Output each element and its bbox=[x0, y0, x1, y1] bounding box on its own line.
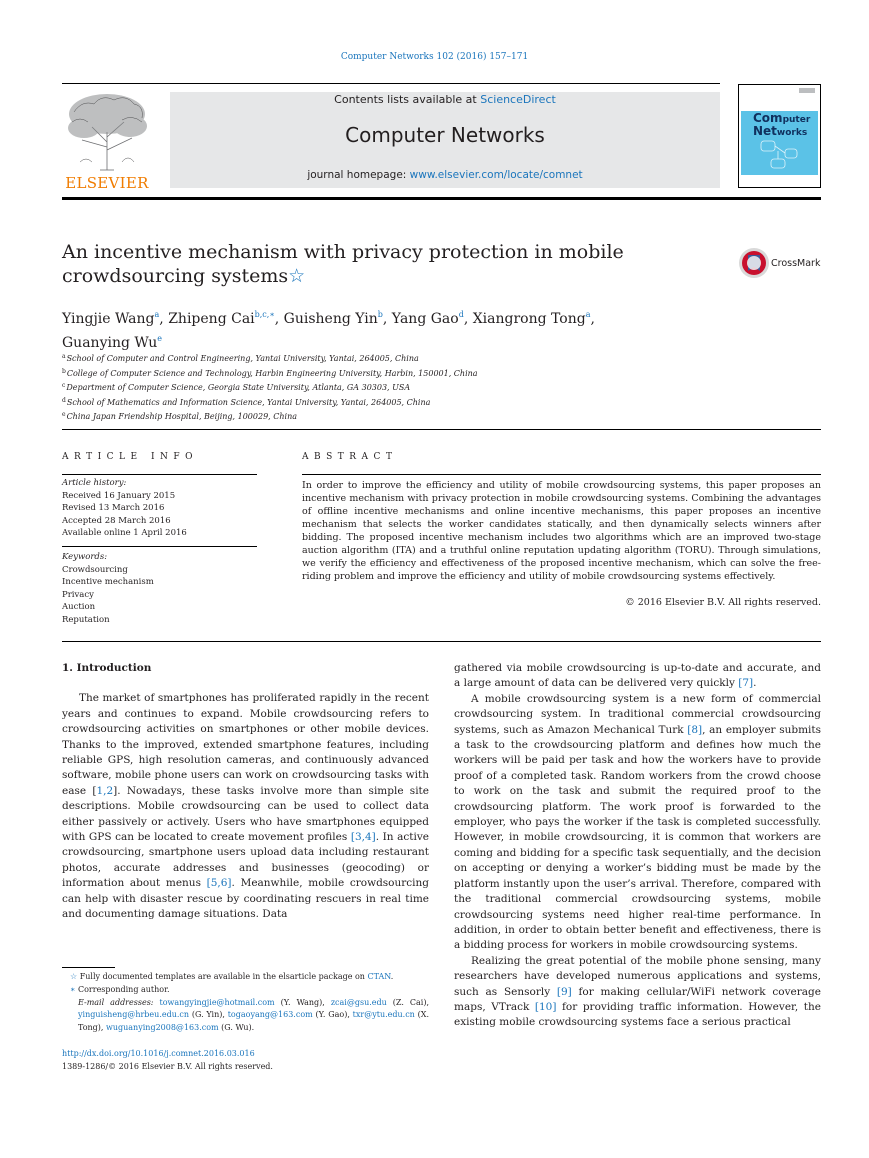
article-title bbox=[62, 240, 662, 288]
contents-prefix: Contents lists available at bbox=[334, 93, 481, 106]
paragraph-text: A mobile crowdsourcing system is a new form of commercial crowdsourcing system. In traditional commercial crowdsourcing systems, such as Amazon Mechanical Turk bbox=[454, 692, 821, 736]
keyword: Incentive mechanism bbox=[62, 577, 154, 587]
intro-paragraph-2 bbox=[454, 692, 821, 954]
keyword: Privacy bbox=[62, 589, 94, 600]
abstract-rule bbox=[302, 474, 821, 475]
author-name: Xiangrong Tong bbox=[472, 311, 586, 327]
author bbox=[284, 311, 392, 327]
body-column-left bbox=[62, 661, 429, 923]
history-received: Received 16 January 2015 bbox=[62, 490, 176, 501]
email-link[interactable]: txr@ytu.edu.cn bbox=[352, 1010, 415, 1020]
affiliation-text: School of Mathematics and Information Science, Yantai University, Yantai, 264005, China bbox=[66, 397, 431, 407]
affiliation-text: College of Computer Science and Technology, Harbin Engineering University, Harbin, 150001, China bbox=[66, 368, 478, 378]
journal-cover-thumbnail[interactable] bbox=[738, 84, 821, 188]
footnotes bbox=[62, 971, 429, 1035]
email-link[interactable]: towangyingjie@hotmail.com bbox=[159, 997, 275, 1007]
footnote-rule bbox=[62, 967, 115, 968]
author-affiliation-mark[interactable]: b bbox=[377, 310, 383, 319]
history-heading: Article history: bbox=[62, 478, 127, 488]
paragraph-text: for providing traffic information. However, the existing mobile crowdsourcing systems face a serious practical bbox=[454, 1000, 821, 1029]
author-affiliation-mark[interactable]: a bbox=[154, 310, 160, 319]
author-name: Zhipeng Cai bbox=[168, 311, 255, 327]
paragraph-text: . In active crowdsourcing, smartphone users upload data including restaurant photos, accurate addresses and businesses (geocoding) or information about menus bbox=[62, 831, 429, 890]
elsevier-wordmark: ELSEVIER bbox=[65, 174, 149, 192]
issn-line: 1389-1286/© 2016 Elsevier B.V. All rights reserved. bbox=[62, 1061, 273, 1071]
article-history bbox=[62, 477, 262, 540]
front-matter-rule bbox=[62, 429, 821, 430]
intro-paragraph-1-cont bbox=[454, 661, 821, 692]
keyword: Auction bbox=[62, 602, 96, 612]
ctan-link[interactable]: CTAN bbox=[367, 972, 391, 981]
article-title-text: An incentive mechanism with privacy protection in mobile crowdsourcing systems bbox=[62, 241, 624, 287]
author-affiliation-mark[interactable]: e bbox=[157, 334, 162, 343]
doi-link[interactable]: http://dx.doi.org/10.1016/j.comnet.2016.03.016 bbox=[62, 1049, 255, 1058]
citation-link[interactable]: [9] bbox=[556, 985, 572, 998]
top-rule bbox=[62, 83, 720, 84]
citation-link[interactable]: [8] bbox=[687, 723, 703, 736]
author bbox=[62, 335, 162, 351]
affiliation-mark: e bbox=[62, 411, 66, 418]
author-separator: , bbox=[382, 311, 392, 327]
footnote-mark: ☆ bbox=[70, 972, 78, 981]
paragraph-text: , an employer submits a task to the crowdsourcing platform and defines how much the workers will be paid per task and how the workers have to provide proof of a completed task. Random workers from the crowd choose to work on the task and submit the required proof to the crowdsourcing platform. The work proof is forwarded to the employer, who pays the worker if the task is completed successfully. However, in mobile crowdsourcing, it is common that workers are coming and bidding for a specific task sequentially, and the decision on accepting or denying a worker’s bidding must be made by the platform instantly upon the user’s arrival. Therefore, compared with the traditional commercial crowdsourcing systems, mobile crowdsourcing systems need higher real-time performance. In addition, in order to obtain better benefit and effectiveness, there is a bidding process for workers in mobile crowdsourcing systems. bbox=[454, 723, 822, 952]
keywords-rule bbox=[62, 546, 257, 547]
history-accepted: Accepted 28 March 2016 bbox=[62, 515, 171, 526]
author bbox=[168, 311, 283, 327]
paragraph-text: for making cellular/WiFi network coverage maps, VTrack bbox=[454, 985, 821, 1013]
doi-block bbox=[62, 1048, 273, 1073]
keyword: Reputation bbox=[62, 614, 110, 625]
elsevier-logo bbox=[62, 92, 152, 190]
history-revised: Revised 13 March 2016 bbox=[62, 503, 165, 513]
journal-reference-link[interactable]: Computer Networks 102 (2016) 157–171 bbox=[340, 52, 529, 62]
affiliation-mark: c bbox=[62, 382, 66, 389]
citation-link[interactable]: [5,6] bbox=[206, 877, 232, 890]
paragraph-text: . Meanwhile, mobile crowdsourcing can help with disaster rescue by coordinating rescuers in real time and documenting damage situations. Data bbox=[62, 877, 430, 921]
sciencedirect-link[interactable]: ScienceDirect bbox=[480, 93, 556, 106]
author-affiliation-mark[interactable]: a bbox=[585, 310, 591, 319]
homepage-line bbox=[170, 169, 720, 181]
email-owner: (Y. Gao), bbox=[312, 1010, 353, 1020]
cover-title-part: Com bbox=[753, 111, 783, 125]
email-owner: (G. Yin), bbox=[189, 1010, 228, 1020]
abstract-copyright: © 2016 Elsevier B.V. All rights reserved. bbox=[625, 597, 821, 608]
footnote-text: Fully documented templates are available in the elsarticle package on bbox=[79, 972, 368, 981]
crossmark-badge[interactable] bbox=[738, 247, 822, 279]
citation-link[interactable]: [7] bbox=[738, 677, 754, 690]
citation-link[interactable]: 1,2 bbox=[96, 784, 114, 797]
email-owner: (G. Wu). bbox=[218, 1023, 255, 1033]
affiliation bbox=[62, 380, 762, 395]
journal-title: Computer Networks bbox=[345, 123, 545, 147]
intro-paragraph-3 bbox=[454, 954, 821, 1031]
author-affiliation-mark[interactable]: b,c,∗ bbox=[254, 310, 275, 319]
affiliation bbox=[62, 351, 762, 366]
section-title-introduction: 1. Introduction bbox=[62, 662, 152, 674]
keywords bbox=[62, 551, 262, 626]
masthead-rule bbox=[62, 197, 821, 200]
author-affiliation-mark[interactable]: d bbox=[458, 310, 464, 319]
email-heading: E-mail addresses: bbox=[78, 997, 160, 1007]
cover-title bbox=[753, 113, 810, 139]
author bbox=[392, 311, 473, 327]
history-online: Available online 1 April 2016 bbox=[62, 528, 187, 538]
author-separator: , bbox=[159, 311, 169, 327]
body-rule bbox=[62, 641, 821, 642]
email-link[interactable]: yinguisheng@hrbeu.edu.cn bbox=[78, 1010, 190, 1020]
footnote-mark: ∗ bbox=[70, 984, 76, 994]
footnote-corresponding bbox=[62, 984, 429, 997]
author-name: Yang Gao bbox=[391, 311, 459, 327]
homepage-prefix: journal homepage: bbox=[307, 169, 410, 181]
paragraph-text: Realizing the great potential of the mobile phone sensing, many researchers have developed numerous applications and systems, such as Sensorly bbox=[454, 954, 821, 998]
author bbox=[62, 311, 168, 327]
citation-link[interactable]: [10] bbox=[534, 1000, 557, 1013]
affiliation bbox=[62, 409, 762, 424]
journal-homepage-link[interactable]: www.elsevier.com/locate/comnet bbox=[409, 169, 583, 181]
citation-link[interactable]: [3,4] bbox=[350, 831, 376, 844]
body-column-right bbox=[454, 661, 821, 1031]
footnote-text: Corresponding author. bbox=[77, 984, 170, 994]
affiliation-list bbox=[62, 351, 762, 424]
affiliation bbox=[62, 366, 762, 381]
author bbox=[473, 311, 595, 327]
journal-masthead bbox=[170, 92, 720, 188]
affiliation-mark: a bbox=[62, 353, 66, 360]
author-separator: , bbox=[274, 311, 284, 327]
cover-title-part: Net bbox=[753, 124, 777, 138]
affiliation-text: Department of Computer Science, Georgia State University, Atlanta, GA 30303, USA bbox=[66, 383, 411, 392]
email-owner: (X. Tong), bbox=[78, 1010, 429, 1033]
author-separator: , bbox=[590, 311, 595, 327]
author-name: Yingjie Wang bbox=[62, 311, 155, 327]
affiliation-mark: d bbox=[62, 396, 66, 404]
keywords-heading: Keywords: bbox=[62, 552, 108, 562]
author-separator: , bbox=[463, 311, 473, 327]
author-list bbox=[62, 305, 662, 353]
footnote-templates: ☆ Fully documented templates are available in the elsarticle package on CTAN. bbox=[70, 972, 394, 981]
elsevier-tree-icon bbox=[62, 92, 152, 172]
paragraph-text: ]. Nowadays, these tasks involve more than simple site descriptions. Mobile crowdsourcing can be used to collect data either passively or actively. Users who have smartphones equipped with GPS can be located to create movement profiles bbox=[62, 784, 429, 844]
contents-line bbox=[170, 93, 720, 106]
email-owner: (Z. Cai), bbox=[386, 997, 429, 1007]
footnote-emails bbox=[62, 997, 429, 1035]
author-name: Guanying Wu bbox=[62, 335, 158, 351]
affiliation-mark: b bbox=[62, 367, 66, 375]
paragraph-text: gathered via mobile crowdsourcing is up-to-date and accurate, and a large amount of data can be delivered very quickly bbox=[454, 662, 821, 690]
article-info-rule bbox=[62, 474, 257, 475]
author-name: Guisheng Yin bbox=[283, 311, 378, 327]
email-link[interactable]: zcai@gsu.edu bbox=[330, 997, 387, 1007]
title-footnote-mark[interactable]: ☆ bbox=[288, 265, 306, 287]
affiliation bbox=[62, 395, 762, 410]
cover-title-part: works bbox=[776, 128, 808, 138]
paragraph-text: . bbox=[753, 677, 757, 690]
abstract-heading: ABSTRACT bbox=[302, 452, 398, 462]
intro-paragraph-1 bbox=[62, 691, 429, 922]
abstract-text: In order to improve the efficiency and utility of mobile crowdsourcing systems, this paper proposes an incentive mechanism with privacy protection in mobile crowdsourcing systems. Combining the advantages of offline incentive mechanisms and online incentive mechanisms, this paper proposes an incentive mechanism that selects the worker candidates statically, and then dynamically selects winners after bidding. The proposed incentive mechanism includes two algorithms which are an improved two-stage auction algorithm (ITA) and a truthful online reputation updating algorithm (TORU). Through simulations, we verify the efficiency and effectiveness of the proposed incentive mechanism, which can solve the free-riding problem and improve the efficiency and utility of mobile crowdsourcing systems effectively. bbox=[302, 480, 821, 582]
email-owner: (Y. Wang), bbox=[274, 997, 331, 1007]
cover-barcode bbox=[799, 88, 815, 93]
keyword: Crowdsourcing bbox=[62, 564, 128, 575]
email-link[interactable]: wuguanying2008@163.com bbox=[106, 1023, 219, 1033]
paragraph-text: The market of smartphones has proliferated rapidly in the recent years and continues to expand. Mobile crowdsourcing refers to crowdsourcing activities on smartphones or other mobile devices. Thanks to the improved, extended smartphone features, including reliable GPS, high resolution cameras, and continuously advanced software, mobile phone users can work on crowdsourcing tasks with ease [ bbox=[62, 692, 429, 797]
crossmark-icon bbox=[738, 247, 770, 279]
crossmark-label: CrossMark bbox=[771, 258, 821, 269]
cover-title-part: puter bbox=[782, 115, 811, 125]
affiliation-text: School of Computer and Control Engineering, Yantai University, Yantai, 264005, China bbox=[66, 354, 419, 363]
affiliation-text: China Japan Friendship Hospital, Beijing, 100029, China bbox=[66, 412, 297, 421]
email-link[interactable]: togaoyang@163.com bbox=[227, 1010, 313, 1020]
article-info-heading: ARTICLE INFO bbox=[62, 452, 199, 462]
